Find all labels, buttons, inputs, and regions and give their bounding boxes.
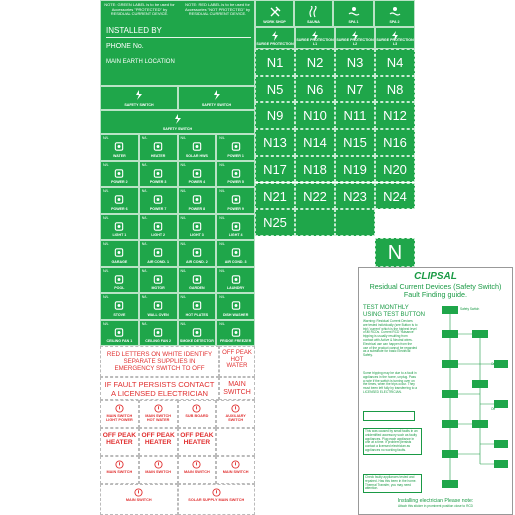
red-switch-text: OFF PEAK HEATER [141, 432, 175, 447]
circuit-nl-text: N/L [219, 162, 225, 167]
appliance-icon [230, 221, 241, 232]
circuit-nl-text: N/L [103, 295, 109, 299]
red-label-note: NOTE: RED LABEL is to be used for Accessories "NOT PROTECTED" by RESIDUAL CURRENT DEVICE. [185, 2, 250, 17]
neutral-label: N21 [255, 183, 295, 210]
workshop-text: WORK SHOP [263, 20, 286, 24]
circuit-nl-text: N/L [180, 189, 187, 193]
appliance-text: POWER 8 [188, 206, 206, 211]
neutral-label: N9 [255, 102, 295, 129]
fault-persists-text: IF FAULT PERSISTS CONTACT A LICENSED ELECTRICIAN [104, 380, 215, 398]
appliance-label [139, 161, 178, 188]
appliance-label [139, 187, 178, 214]
surge-l2-label [335, 27, 375, 49]
spa-2-label [374, 0, 415, 27]
circuit-nl-text: N/L [219, 215, 225, 220]
off-peak-hot-water-text: OFF PEAK HOT WATER [222, 350, 252, 370]
safety-switch-icon [171, 114, 185, 124]
circuit-nl-text: N/L [103, 136, 109, 140]
appliance-label [178, 134, 217, 161]
power-icon [154, 460, 163, 469]
power-icon [115, 460, 124, 469]
red-switch-label [216, 400, 255, 428]
red-switch-label [178, 428, 217, 456]
appliance-label [100, 187, 139, 214]
appliance-text: GARDEN [189, 286, 205, 290]
red-switch-text: MAIN SWITCH HOT WATER [145, 414, 171, 423]
appliance-text: WALL OVEN [147, 312, 169, 317]
power-icon [192, 460, 201, 469]
appliance-label [100, 240, 139, 267]
surge-l3-label [375, 27, 415, 49]
appliance-icon [153, 327, 164, 338]
appliance-icon [191, 168, 202, 179]
guide-footer: Installing electrician Please note: [397, 498, 474, 504]
appliance-text: POWER 9 [227, 206, 244, 211]
power-icon [134, 488, 143, 497]
sauna-label [294, 0, 333, 27]
appliance-icon [153, 141, 164, 152]
neutral-label: N24 [375, 183, 415, 210]
flow-off-label: Off [491, 407, 496, 411]
phone-label: PHONE No. [106, 43, 144, 50]
installed-by-line [106, 37, 251, 38]
neutral-label-big: N [375, 238, 415, 267]
safety-switch-text: SAFETY SWITCH [201, 103, 232, 107]
neutral-label: N1 [255, 49, 295, 76]
neutral-label: N7 [335, 76, 375, 103]
red-letters-note [100, 346, 219, 377]
red-switch-label [178, 484, 256, 515]
appliance-label [139, 240, 178, 267]
appliance-text: CEILING FAN 2 [145, 339, 171, 343]
appliance-icon [153, 168, 164, 179]
circuit-nl-text: N/L [141, 215, 148, 220]
red-switch-text: MAIN SWITCH [125, 498, 152, 502]
appliance-icon [191, 221, 202, 232]
sauna-icon [308, 6, 320, 18]
guide-body-2: Some tripping may be due to a fault in appliances in the home, unplug. Pass a note if the switch is turning over on the times, when the trips occur. They must been left fully by transferring to a LICENSED ELECTRICIAN. [363, 371, 418, 394]
appliance-icon [114, 274, 125, 285]
appliance-icon [114, 194, 125, 205]
circuit-nl-text: N/L [103, 268, 109, 273]
appliance-icon [114, 141, 125, 152]
surge-text: SURGE PROTECTION [256, 42, 294, 46]
appliance-label [100, 161, 139, 188]
appliance-label [216, 161, 255, 188]
red-switch-text: MAIN SWITCH LIGHT POWER [105, 414, 133, 423]
appliance-text: AIR COND. 1 [147, 259, 169, 264]
surge-l2-text: SURGE PROTECTION L2 [336, 38, 374, 46]
neutral-label: N15 [335, 129, 375, 156]
off-peak-hot-water-label [219, 346, 255, 377]
circuit-nl-text: N/L [180, 162, 187, 167]
safety-switch-text: SAFETY SWITCH [124, 103, 154, 107]
neutral-label: N13 [255, 129, 295, 156]
neutral-label: N17 [255, 156, 295, 183]
appliance-text: HEATER [150, 153, 166, 158]
appliance-label [100, 293, 139, 320]
appliance-text: WATER [113, 153, 126, 158]
appliance-icon [230, 141, 241, 152]
spa-icon [348, 6, 360, 18]
neutral-label: N23 [335, 183, 375, 210]
appliance-label [100, 134, 139, 161]
blank-neutral-label [295, 209, 335, 236]
appliance-icon [153, 194, 164, 205]
workshop-icon [269, 6, 281, 18]
appliance-icon [153, 221, 164, 232]
appliance-icon [153, 274, 164, 285]
guide-body-4: Check faulty appliances tested and repaired. Has this been in the home. Thermal Transfer, you may need attention. [363, 474, 422, 493]
appliance-text: FRIDGE FREEZER [219, 339, 252, 343]
red-switch-label [178, 456, 217, 484]
circuit-nl-text: N/L [103, 189, 109, 193]
lightning-icon [271, 31, 279, 41]
neutral-label: N14 [295, 129, 335, 156]
neutral-label: N3 [335, 49, 375, 76]
appliance-text: HOT PLATES [185, 312, 209, 317]
appliance-text: MOTOR [151, 286, 165, 290]
neutral-label: N18 [295, 156, 335, 183]
red-switch-label [178, 400, 217, 428]
appliance-icon [114, 247, 125, 258]
red-switch-text: OFF PEAK HEATER [102, 432, 137, 447]
appliance-label [139, 320, 178, 347]
appliance-label [216, 187, 255, 214]
appliance-text: POWER 4 [188, 180, 206, 184]
safety-switch-icon [132, 90, 146, 100]
neutral-label: N22 [295, 183, 335, 210]
red-switch-text: OFF PEAK HEATER [180, 432, 214, 447]
circuit-nl-text: N/L [219, 136, 225, 140]
appliance-label [100, 267, 139, 294]
guide-footer-small: Attach this sticker in prominent position close to RCD [398, 504, 473, 508]
blank-red-label [216, 428, 255, 456]
appliance-text: POWER 1 [227, 153, 244, 158]
appliance-label [139, 214, 178, 241]
spa-2-text: SPA 2 [389, 20, 400, 24]
appliance-label [216, 134, 255, 161]
neutral-label: N25 [255, 209, 295, 236]
surge-l3-text: SURGE PROTECTION L3 [376, 38, 414, 46]
appliance-text: DISH WASHER [222, 312, 249, 317]
safety-switch-label-wide [100, 110, 255, 134]
flow-on-label: On [491, 362, 496, 366]
red-switch-text: AUXILIARY SWITCH [225, 414, 246, 423]
appliance-label [139, 267, 178, 294]
appliance-text: LIGHT 1 [112, 233, 127, 237]
spa-1-text: SPA 1 [348, 20, 359, 24]
neutral-label: N20 [375, 156, 415, 183]
fault-persists-note [100, 377, 219, 400]
appliance-label [216, 293, 255, 320]
appliance-label [216, 214, 255, 241]
circuit-nl-text: N/L [180, 215, 187, 220]
safety-switch-label [178, 86, 255, 110]
circuit-nl-text: N/L [103, 215, 109, 220]
appliance-text: AIR COND. 2 [185, 259, 208, 264]
red-switch-text: SOLAR SUPPLY MAIN SWITCH [188, 498, 245, 502]
appliance-text: LAUNDRY [226, 286, 245, 290]
circuit-nl-text: N/L [103, 242, 109, 246]
appliance-text: POWER 3 [149, 180, 167, 184]
neutral-label: N12 [375, 102, 415, 129]
appliance-text: LIGHT 4 [228, 233, 243, 237]
neutral-label: N8 [375, 76, 415, 103]
appliance-label [178, 320, 217, 347]
circuit-nl-text: N/L [219, 189, 225, 193]
appliance-text: POOL [114, 286, 125, 290]
appliance-label [100, 320, 139, 347]
appliance-icon [230, 327, 241, 338]
appliance-icon [153, 247, 164, 258]
guide-box-marker [363, 411, 415, 421]
appliance-icon [153, 300, 164, 311]
red-switch-label [139, 456, 178, 484]
power-icon [212, 488, 221, 497]
circuit-nl-text: N/L [180, 136, 187, 140]
appliance-icon [230, 300, 241, 311]
appliance-icon [191, 300, 202, 311]
circuit-nl-text: N/L [141, 189, 148, 193]
neutral-label: N16 [375, 129, 415, 156]
circuit-nl-text: N/L [180, 295, 187, 299]
circuit-nl-text: N/L [180, 268, 187, 273]
circuit-nl-text: N/L [141, 295, 148, 299]
power-icon [231, 404, 240, 413]
power-icon [115, 404, 124, 413]
safety-switch-label [100, 86, 178, 110]
neutral-label: N11 [335, 102, 375, 129]
guide-body-1: Warning: Residual Current Devices are tested individually (see Button is to trip) 'current' which is the highest level of all RCDs. Current RCD 'nuisance' tripping is usually resulting from contact with Active & Neutral wires. Electrical use can happen from the use of the product cannot be regarded as a substitute for basic Electrical Safety. [363, 319, 418, 358]
red-switch-text: MAIN SWITCH [184, 470, 210, 474]
appliance-icon [230, 168, 241, 179]
appliance-label [178, 214, 217, 241]
power-icon [154, 404, 163, 413]
circuit-nl-text: N/L [180, 321, 187, 326]
blank-neutral-label [335, 209, 375, 236]
main-switch-big-text: MAIN SWITCH [223, 381, 251, 396]
appliance-icon [191, 141, 202, 152]
appliance-label [178, 240, 217, 267]
red-switch-label [100, 400, 139, 428]
circuit-nl-text: N/L [219, 268, 225, 273]
safety-switch-icon [210, 90, 224, 100]
power-icon [231, 460, 240, 469]
installed-by-label: INSTALLED BY [106, 26, 162, 35]
neutral-label: N4 [375, 49, 415, 76]
appliance-icon [114, 300, 125, 311]
appliance-text: LIGHT 2 [151, 233, 166, 237]
neutral-label: N5 [255, 76, 295, 103]
appliance-text: GARAGE [111, 259, 128, 264]
circuit-nl-text: N/L [219, 242, 225, 246]
appliance-icon [114, 168, 125, 179]
circuit-nl-text: N/L [219, 321, 225, 326]
appliance-icon [114, 221, 125, 232]
sauna-text: SAUNA [307, 20, 320, 24]
appliance-icon [230, 194, 241, 205]
neutral-label: N2 [295, 49, 335, 76]
appliance-text: AIR COND. 3 [224, 259, 247, 264]
appliance-label [178, 293, 217, 320]
appliance-text: CEILING FAN 1 [106, 339, 133, 343]
appliance-text: SMOKE DETECTOR [179, 339, 214, 343]
flow-safety-switch: Safety Switch [460, 307, 480, 311]
appliance-icon [230, 274, 241, 285]
appliance-text: POWER 5 [227, 180, 244, 184]
workshop-label [255, 0, 294, 27]
appliance-icon [230, 247, 241, 258]
label-sheet [100, 0, 502, 515]
red-switch-text: SUB BOARD [185, 414, 209, 418]
circuit-nl-text: N/L [141, 321, 148, 326]
circuit-nl-text: N/L [103, 321, 109, 326]
circuit-nl-text: N/L [141, 242, 148, 246]
neutral-label: N19 [335, 156, 375, 183]
appliance-text: SOLAR HWS [185, 153, 208, 158]
appliance-text: POWER 6 [111, 206, 128, 211]
guide-body-3: This was caused by small faults in an unidentified accessory such as faulty appliances. Plug each appliance in one at a time. If problem persists contact a licensed electrician as appliances no working faults. [363, 428, 422, 455]
appliance-label [216, 240, 255, 267]
surge-l1-label [295, 27, 335, 49]
appliance-icon [191, 194, 202, 205]
spa-1-label [333, 0, 374, 27]
appliance-text: LIGHT 3 [189, 233, 204, 237]
neutral-label: N6 [295, 76, 335, 103]
circuit-nl-text: N/L [141, 136, 148, 140]
main-switch-big-label [219, 377, 255, 400]
circuit-nl-text: N/L [141, 268, 148, 273]
appliance-icon [191, 247, 202, 258]
red-switch-text: MAIN SWITCH [222, 470, 249, 474]
red-switch-label [100, 484, 178, 515]
circuit-nl-text: N/L [141, 162, 148, 167]
fault-finding-guide [358, 267, 513, 515]
appliance-text: POWER 2 [111, 180, 128, 184]
power-icon [192, 404, 201, 413]
appliance-label [100, 214, 139, 241]
appliance-text: STOVE [113, 312, 126, 317]
red-switch-label [100, 428, 139, 456]
appliance-label [216, 267, 255, 294]
appliance-label [216, 320, 255, 347]
circuit-nl-text: N/L [219, 295, 225, 299]
appliance-icon [191, 327, 202, 338]
appliance-icon [191, 274, 202, 285]
clipsal-logo: CLIPSAL [414, 271, 457, 282]
appliance-icon [114, 327, 125, 338]
main-earth-label: MAIN EARTH LOCATION [106, 59, 175, 65]
neutral-label: N10 [295, 102, 335, 129]
fault-flow-chart [420, 304, 512, 494]
safety-switch-text: SAFETY SWITCH [162, 127, 193, 131]
appliance-label [178, 187, 217, 214]
red-switch-label [216, 456, 255, 484]
appliance-label [178, 161, 217, 188]
spa-icon [389, 6, 401, 18]
test-monthly-heading: TEST MONTHLY USING TEST BUTTON [363, 305, 426, 318]
appliance-label [139, 134, 178, 161]
appliance-label [178, 267, 217, 294]
appliance-text: POWER 7 [149, 206, 167, 211]
green-label-note: NOTE: GREEN LABEL is to be used for Accessories "PROTECTED" by RESIDUAL CURRENT DEVICE. [104, 2, 175, 17]
red-switch-text: MAIN SWITCH [106, 470, 133, 474]
red-switch-label [139, 428, 178, 456]
guide-title: Residual Current Devices (Safety Switch) Fault Finding guide. [369, 282, 502, 299]
circuit-nl-text: N/L [103, 162, 109, 167]
red-letters-text: RED LETTERS ON WHITE IDENTIFY SEPARATE SUPPLIES IN EMERGENCY SWITCH TO OFF [106, 351, 213, 373]
surge-label [255, 27, 295, 49]
red-switch-label [100, 456, 139, 484]
appliance-label [139, 293, 178, 320]
circuit-nl-text: N/L [180, 242, 187, 246]
info-panel [100, 0, 255, 86]
red-switch-label [139, 400, 178, 428]
surge-l1-text: SURGE PROTECTION L1 [296, 38, 334, 46]
red-switch-text: MAIN SWITCH [145, 470, 171, 474]
